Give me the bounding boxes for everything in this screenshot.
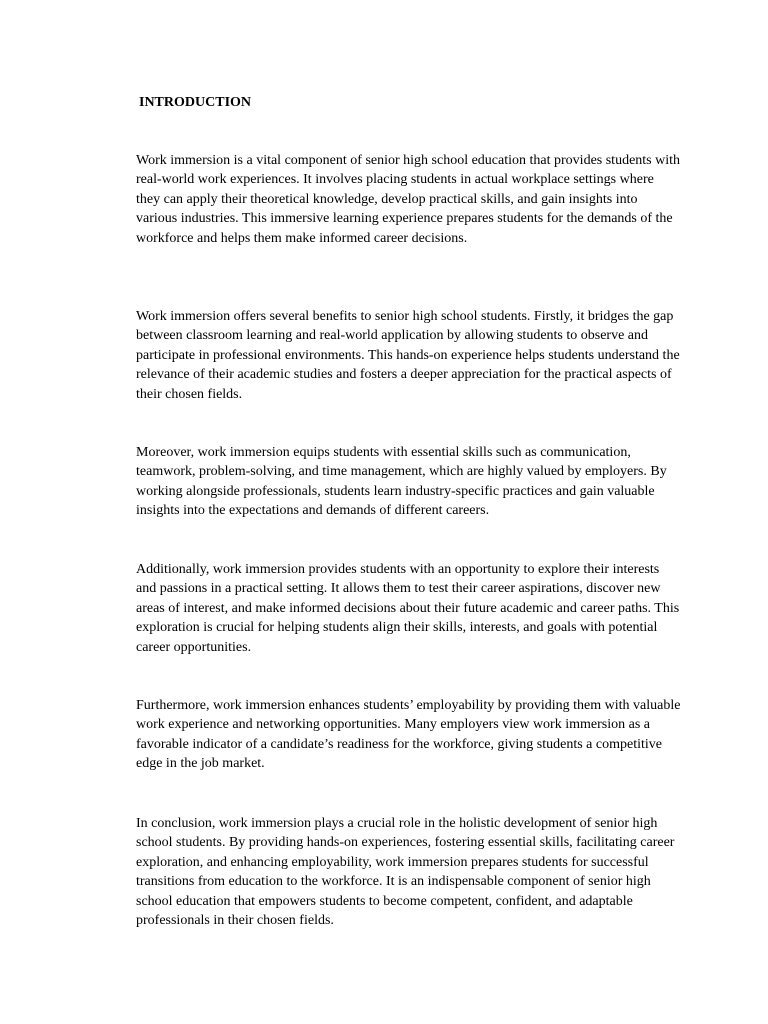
paragraph-benefits: Work immersion offers several benefits to senior high school students. Firstly, it bridges the gap between classroom learning and real-world application by allowing students to observe and participate in professional environments. This hands-on experience helps students understand the relevance of their academic studies and fosters a deeper appreciation for the practical aspects of their chosen fields. xyxy=(136,309,680,402)
paragraph-exploration: Additionally, work immersion provides students with an opportunity to explore their interests and passions in a practical setting. It allows them to test their career aspirations, discover new areas of interest, and make informed decisions about their future academic and career paths. This exploration is crucial for helping students align their skills, interests, and goals with potential career opportunities. xyxy=(136,562,680,655)
paragraph-employability: Furthermore, work immersion enhances students’ employability by providing them with valuable work experience and networking opportunities. Many employers view work immersion as a favorable indicator of a candidate’s readiness for the workforce, giving students a competitive edge in the job market. xyxy=(136,698,681,772)
document-heading: INTRODUCTION xyxy=(139,95,252,110)
paragraph-intro: Work immersion is a vital component of senior high school education that provides students with real-world work experiences. It involves placing students in actual workplace settings where they can apply their theoretical knowledge, develop practical skills, and gain insights into various industries. This immersive learning experience prepares students for the demands of the workforce and helps them make informed career decisions. xyxy=(136,153,681,246)
paragraph-skills: Moreover, work immersion equips students with essential skills such as communication, teamwork, problem-solving, and time management, which are highly valued by employers. By working alongside professionals, students learn industry-specific practices and gain valuable insights into the expectations and demands of different careers. xyxy=(136,445,667,519)
paragraph-conclusion: In conclusion, work immersion plays a crucial role in the holistic development of senior high school students. By providing hands-on experiences, fostering essential skills, facilitating career exploration, and enhancing employability, work immersion prepares students for successful transitions from education to the workforce. It is an indispensable component of senior high school education that empowers students to become competent, confident, and adaptable professionals in their chosen fields. xyxy=(136,816,675,929)
